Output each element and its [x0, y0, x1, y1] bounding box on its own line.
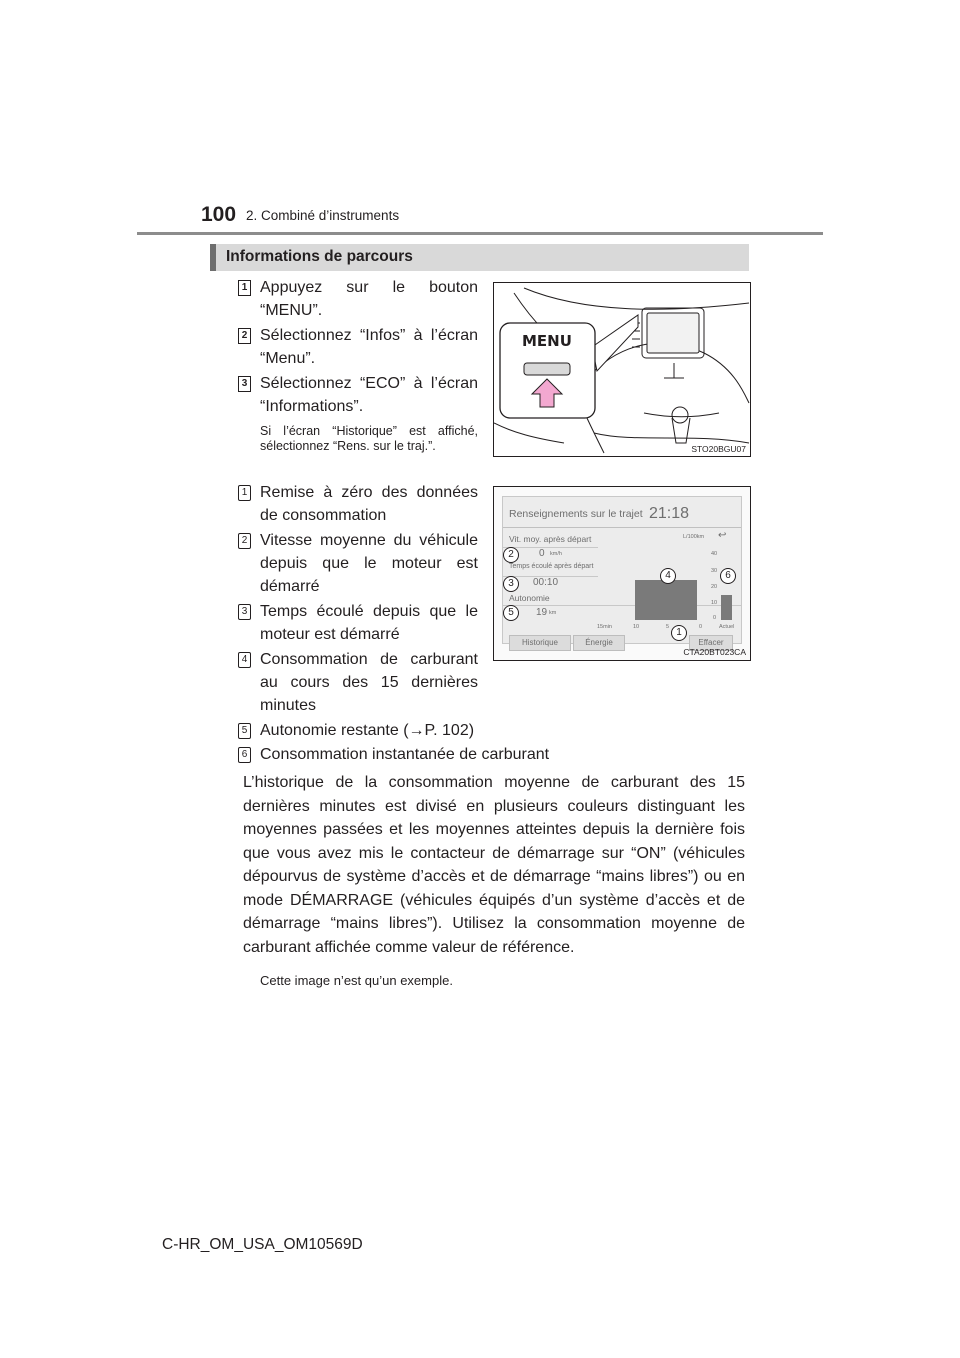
figure-code: CTA20BT023CA [683, 647, 746, 657]
trip-info-figure [493, 486, 751, 661]
figure-code: STO20BGU07 [691, 444, 746, 454]
screen-title: Renseignements sur le trajet [509, 508, 643, 520]
avg-speed-value: 0 [539, 548, 545, 559]
current-bar [721, 595, 732, 620]
x-label: 15min [597, 624, 612, 630]
callout-6: 6 [720, 568, 736, 584]
step-number: 2 [238, 328, 251, 344]
y-tick: 0 [713, 615, 717, 621]
trip-info-screen [502, 496, 742, 647]
section-marker [210, 244, 216, 271]
header-rule [137, 232, 823, 235]
callout-number: 3 [238, 604, 251, 620]
x-label: 10 [633, 624, 640, 630]
callout-3: 3 [503, 576, 519, 592]
history-bars [635, 580, 697, 620]
feature-text: Consommation instantanée de carburant [260, 746, 550, 763]
callout-1: 1 [671, 625, 687, 641]
body-paragraph: L’historique de la consommation moyenne de carburant des 15 dernières minutes est divisé en plusieurs couleurs distinguant les moyennes passées et les moyennes atteintes depuis la dernière fois que vous avez mis le contacteur de démarrage sur “ON” (véhicules dépourvus de système d’accès et de démarrage “mains libres”) ou en mode DÉMARRAGE (véhicules équipés d’un système d’accès et de démarrage “mains libres”). Utilisez la consommation moyenne de carburant affichée comme valeur de référence. [243, 774, 745, 956]
y-tick: 30 [711, 568, 718, 574]
feature-text: Temps écoulé depuis que le moteur est démarré [260, 603, 478, 643]
section-title-bar [210, 244, 749, 271]
page-number: 100 [201, 203, 237, 226]
divider [503, 576, 598, 577]
back-icon[interactable]: ↩ [718, 530, 727, 541]
y-tick: 10 [711, 600, 718, 606]
step-text: Appuyez sur le bouton “MENU”. [260, 279, 478, 319]
section-title: Informations de parcours [226, 248, 413, 265]
x-label: 0 [699, 624, 703, 630]
feature-text: Autonomie restante (→P. 102) [260, 722, 475, 739]
x-label: Actuel [719, 624, 735, 630]
dashboard-illustration [494, 283, 750, 456]
callout-number: 2 [238, 533, 251, 549]
feature-text: Consommation de carburant au cours des 15 dernières minutes [260, 651, 478, 714]
image-caption: Cette image n’est qu’un exemple. [260, 973, 453, 988]
callout-number: 4 [238, 652, 251, 668]
step-number: 1 [238, 280, 251, 296]
callout-4: 4 [660, 568, 676, 584]
y-tick: 20 [711, 584, 718, 590]
menu-button-label: MENU [522, 332, 572, 350]
energy-button[interactable]: Énergie [573, 635, 625, 651]
callout-2: 2 [503, 547, 519, 563]
callout-number: 6 [238, 747, 251, 763]
callout-number: 5 [238, 723, 251, 739]
callout-number: 1 [238, 485, 251, 501]
history-button[interactable]: Historique [509, 635, 571, 651]
feature-text: Remise à zéro des données de consommation [260, 484, 478, 524]
range-value: 19 [536, 607, 548, 618]
avg-speed-unit: km/h [550, 551, 562, 557]
range-label: Autonomie [509, 593, 550, 603]
feature-text: Vitesse moyenne du véhicule depuis que le moteur est démarré [260, 532, 478, 595]
x-label: 5 [666, 624, 670, 630]
elapsed-value: 00:10 [533, 577, 559, 588]
chapter-title: 2. Combiné d’instruments [246, 208, 400, 223]
range-unit: km [549, 610, 557, 616]
screen-clock: 21:18 [649, 505, 690, 522]
step-number: 3 [238, 376, 251, 392]
callout-5: 5 [503, 605, 519, 621]
divider [503, 605, 741, 606]
step-note: Si l’écran “Historique” est affiché, sélectionnez “Rens. sur le traj.”. [260, 424, 478, 453]
divider [503, 527, 741, 528]
step-text: Sélectionnez “ECO” à l’écran “Informations”. [260, 375, 478, 415]
avg-speed-label: Vit. moy. après départ [509, 534, 592, 544]
unit-label: L/100km [683, 534, 705, 540]
clear-button[interactable]: Effacer [689, 635, 733, 651]
elapsed-label: Temps écoulé après départ [509, 563, 594, 570]
document-footer: C-HR_OM_USA_OM10569D [162, 1236, 363, 1253]
y-tick: 40 [711, 551, 718, 557]
step-text: Sélectionnez “Infos” à l’écran “Menu”. [260, 327, 478, 367]
dashboard-figure [493, 282, 751, 457]
divider [503, 547, 598, 548]
